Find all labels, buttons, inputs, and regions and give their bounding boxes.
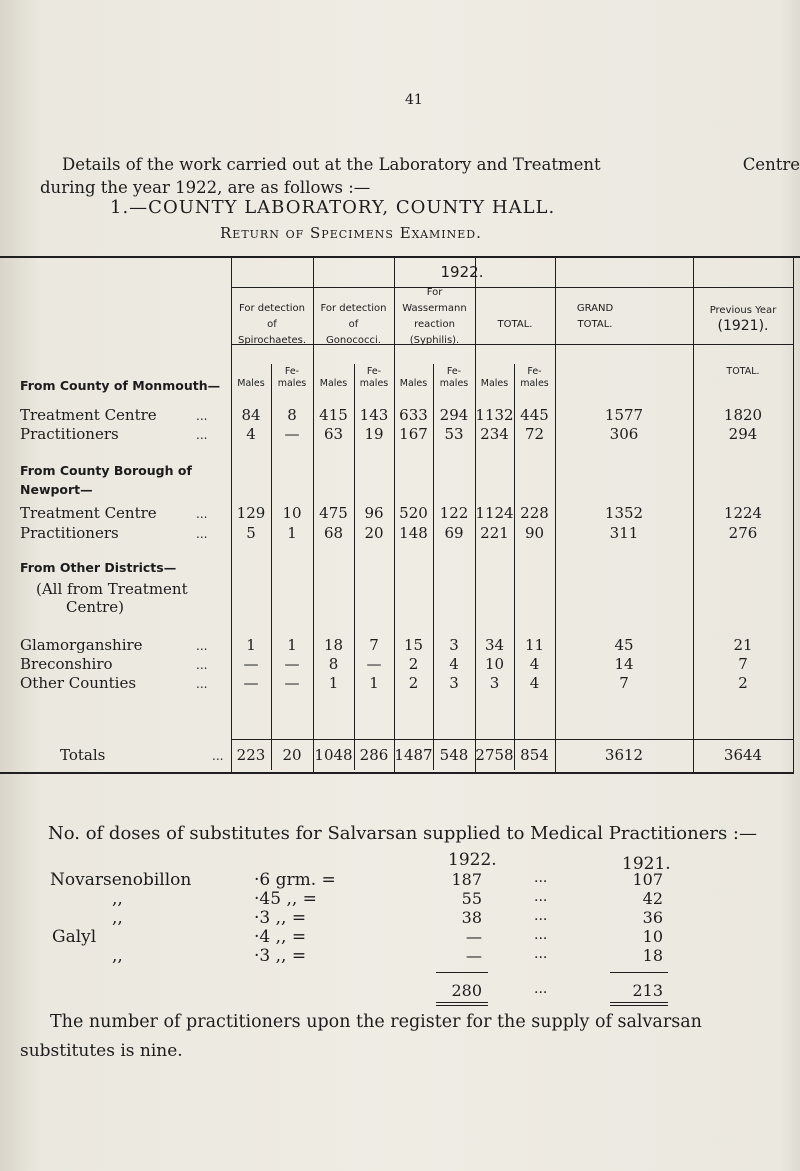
leader-dots: ...: [196, 639, 208, 653]
row-2-2-value-7: 4: [529, 674, 540, 692]
row-2-0-value-9: 21: [733, 636, 753, 654]
previous-year-label: (1921).: [717, 318, 769, 334]
count-1921-1: 42: [642, 889, 663, 908]
leader-dots: ...: [196, 428, 208, 442]
group-header-0-line-0: For detection: [238, 303, 306, 314]
intro-paragraph: [40, 153, 800, 199]
totals-row-value-9: 3644: [723, 746, 763, 764]
drug-name-0: Novarsenobillon: [50, 870, 192, 890]
leader-dots: ...: [534, 870, 548, 886]
leader-dots: ...: [196, 527, 208, 541]
drug-name-1: ,,: [112, 889, 123, 909]
year-header: 1922.: [440, 263, 484, 281]
row-2-0-value-7: 11: [524, 636, 545, 654]
subtotal-rule-1922: [436, 972, 488, 973]
totals-row-value-7: 854: [520, 746, 549, 764]
row-1-1-value-1: 1: [287, 524, 297, 542]
row-2-1-value-2: 8: [328, 655, 339, 673]
intro-line-2: during the year 1922, are as follows :—: [40, 178, 371, 197]
totals-label: Totals: [60, 746, 106, 764]
section-subtitle-2-0: (All from Treatment: [36, 580, 188, 598]
row-0-0-value-1: 8: [287, 406, 297, 424]
group-header-1-line-0: For detection: [320, 303, 387, 314]
intro-line-1: Details of the work carried out at the Laboratory and Treatment: [62, 155, 601, 174]
row-0-1-value-4: 167: [399, 425, 428, 443]
row-1-1-value-5: 69: [444, 524, 464, 542]
row-1-1-value-2: 68: [323, 524, 344, 542]
group-header-1-line-1: of: [348, 319, 359, 330]
row-2-2-value-1: —: [284, 674, 300, 692]
leader-dots: ...: [534, 981, 548, 997]
totals-row-value-1: 20: [282, 746, 302, 764]
row-2-0-value-3: 7: [369, 636, 379, 654]
double-rule-1921-b: [610, 1005, 668, 1006]
row-2-0-value-8: 45: [614, 636, 634, 654]
previous-total-header: TOTAL.: [726, 366, 760, 377]
row-0-0-value-4: 633: [399, 406, 428, 424]
row-0-0-value-2: 415: [319, 406, 348, 424]
count-1921-3: 10: [642, 927, 663, 946]
right-border: [793, 258, 794, 774]
row-2-1-value-0: —: [243, 655, 259, 673]
drug-name-2: ,,: [112, 908, 123, 928]
row-2-0-value-1: 1: [287, 636, 297, 654]
males-header-1: Males: [319, 378, 348, 389]
group-header-2-line-3: (Syphilis).: [409, 335, 460, 346]
section-title-0: From County of Monmouth—: [20, 378, 221, 393]
row-1-0-value-5: 122: [439, 504, 469, 522]
females-header-a-0: Fe-: [284, 366, 300, 377]
row-0-0-value-5: 294: [439, 406, 469, 424]
group-header-4-line-0: GRAND: [576, 303, 614, 314]
row-label-1-0: Treatment Centre: [20, 504, 157, 522]
double-rule-1922-b: [436, 1005, 488, 1006]
dose-3: ·4 ,, =: [254, 927, 307, 947]
totals-row-value-8: 3612: [604, 746, 644, 764]
row-1-1-value-7: 90: [524, 524, 545, 542]
totals-row-value-4: 1487: [394, 746, 433, 764]
row-2-2-value-4: 2: [408, 674, 419, 692]
females-header-a-3: Fe-: [527, 366, 542, 377]
row-label-1-1: Practitioners: [20, 524, 119, 542]
totals-row-value-6: 2758: [475, 746, 514, 764]
row-0-1-value-3: 19: [364, 425, 384, 443]
intro-line-1-end: Centre: [742, 155, 800, 174]
leader-dots: ...: [212, 749, 224, 763]
previous-year-header: Previous Year: [709, 305, 777, 316]
males-header-3: Males: [480, 378, 509, 389]
totals-row-value-3: 286: [359, 746, 389, 764]
row-0-1-value-1: —: [284, 425, 300, 443]
row-2-1-value-9: 7: [738, 655, 748, 673]
row-0-0-value-7: 445: [520, 406, 549, 424]
totals-row-value-0: 223: [236, 746, 266, 764]
row-2-1-value-5: 4: [449, 655, 459, 673]
footer-line-2: substitutes is nine.: [20, 1041, 183, 1061]
row-2-2-value-9: 2: [738, 674, 748, 692]
males-header-2: Males: [399, 378, 428, 389]
row-2-0-value-6: 34: [484, 636, 505, 654]
females-header-b-1: males: [359, 378, 389, 389]
drug-name-4: ,,: [112, 946, 123, 966]
females-header-a-2: Fe-: [446, 366, 462, 377]
dose-1: ·45 ,, =: [254, 889, 317, 909]
row-2-1-value-3: —: [366, 655, 382, 673]
leader-dots: ...: [534, 908, 548, 924]
row-2-2-value-8: 7: [619, 674, 629, 692]
row-label-2-0: Glamorganshire: [20, 636, 143, 654]
row-2-1-value-7: 4: [529, 655, 540, 673]
row-1-0-value-2: 475: [319, 504, 348, 522]
row-label-0-1: Practitioners: [20, 425, 119, 443]
salvarsan-title: No. of doses of substitutes for Salvarsan supplied to Medical Practitioners :—: [48, 823, 757, 844]
count-1922-4: —: [466, 946, 482, 965]
row-0-1-value-5: 53: [444, 425, 464, 443]
double-rule-1921-a: [610, 1002, 668, 1003]
row-1-0-value-3: 96: [364, 504, 384, 522]
group-header-1-line-2: Gonococci.: [326, 335, 381, 346]
row-label-2-1: Breconshiro: [20, 655, 113, 673]
leader-dots: ...: [196, 409, 208, 423]
row-0-1-value-9: 294: [728, 425, 758, 443]
row-0-0-value-6: 1132: [475, 406, 514, 424]
footer-line-1: The number of practitioners upon the register for the supply of salvarsan: [50, 1012, 702, 1032]
row-1-1-value-4: 148: [399, 524, 428, 542]
subtotal-rule-1921: [610, 972, 668, 973]
row-0-1-value-6: 234: [480, 425, 509, 443]
row-2-1-value-6: 10: [484, 655, 505, 673]
count-1921-4: 18: [642, 946, 663, 965]
row-2-1-value-8: 14: [614, 655, 634, 673]
row-2-0-value-0: 1: [246, 636, 256, 654]
totals-rule: [231, 739, 793, 740]
row-2-2-value-5: 3: [449, 674, 459, 692]
row-2-2-value-6: 3: [489, 674, 500, 692]
count-1921-0: 107: [632, 870, 663, 889]
row-2-1-value-4: 2: [408, 655, 419, 673]
year-1922-header: 1922.: [448, 850, 497, 870]
row-2-0-value-2: 18: [323, 636, 344, 654]
row-0-1-value-2: 63: [323, 425, 344, 443]
table-bottom-rule: [0, 772, 793, 774]
row-1-1-value-9: 276: [728, 524, 758, 542]
leader-dots: ...: [196, 677, 208, 691]
females-header-b-0: males: [277, 378, 307, 389]
row-1-0-value-4: 520: [399, 504, 428, 522]
leader-dots: ...: [534, 889, 548, 905]
row-1-0-value-8: 1352: [604, 504, 644, 522]
group-header-2-line-2: reaction: [414, 319, 455, 330]
section-heading: 1.—COUNTY LABORATORY, COUNTY HALL.: [110, 197, 556, 218]
row-1-0-value-1: 10: [282, 504, 302, 522]
row-2-2-value-0: —: [243, 674, 259, 692]
row-0-0-value-9: 1820: [723, 406, 763, 424]
row-2-0-value-4: 15: [403, 636, 424, 654]
page-number: 41: [405, 92, 423, 108]
row-2-0-value-5: 3: [449, 636, 459, 654]
count-1922-1: 55: [461, 889, 482, 908]
row-2-2-value-2: 1: [328, 674, 339, 692]
row-0-0-value-8: 1577: [604, 406, 644, 424]
count-1921-2: 36: [642, 908, 663, 927]
group-header-4-line-1: TOTAL.: [577, 319, 613, 330]
count-1922-3: —: [466, 927, 482, 946]
row-0-1-value-0: 4: [246, 425, 256, 443]
group-header-0-line-2: Spirochaetes.: [237, 335, 307, 346]
row-1-0-value-9: 1224: [723, 504, 763, 522]
row-1-1-value-8: 311: [609, 524, 639, 542]
females-header-b-3: males: [520, 378, 549, 389]
count-1922-0: 187: [451, 870, 482, 889]
row-1-1-value-6: 221: [480, 524, 509, 542]
dose-0: ·6 grm. =: [254, 870, 336, 890]
females-header-b-2: males: [439, 378, 469, 389]
year-rule: [231, 287, 793, 288]
group-header-3-line-0: TOTAL.: [497, 319, 533, 330]
row-label-2-2: Other Counties: [20, 674, 137, 692]
section-title-1: From County Borough of: [20, 463, 192, 478]
count-1922-2: 38: [461, 908, 482, 927]
row-0-0-value-3: 143: [359, 406, 389, 424]
row-0-0-value-0: 84: [241, 406, 261, 424]
totals-row-value-2: 1048: [314, 746, 353, 764]
dose-2: ·3 ,, =: [254, 908, 307, 928]
totals-row-value-5: 548: [439, 746, 469, 764]
section-subtitle-1-0: Newport—: [20, 482, 93, 497]
row-2-1-value-1: —: [284, 655, 300, 673]
section-subtitle-2-1: Centre): [66, 598, 124, 616]
leader-dots: ...: [196, 507, 208, 521]
row-1-0-value-7: 228: [520, 504, 549, 522]
drug-name-3: Galyl: [52, 927, 97, 947]
females-header-a-1: Fe-: [366, 366, 382, 377]
row-1-1-value-3: 20: [364, 524, 384, 542]
group-header-2-line-1: Wassermann: [402, 303, 467, 314]
row-label-0-0: Treatment Centre: [20, 406, 157, 424]
total-1922: 280: [451, 981, 482, 1000]
section-subheading: Return of Specimens Examined.: [220, 224, 482, 242]
leader-dots: ...: [534, 946, 548, 962]
dose-4: ·3 ,, =: [254, 946, 307, 966]
leader-dots: ...: [534, 927, 548, 943]
males-header-0: Males: [237, 378, 265, 389]
row-1-0-value-0: 129: [236, 504, 266, 522]
double-rule-1922-a: [436, 1002, 488, 1003]
group-header-0-line-1: of: [267, 319, 277, 330]
group-header-2-line-0: For: [426, 287, 443, 298]
table-top-rule: [0, 256, 800, 258]
row-2-2-value-3: 1: [369, 674, 379, 692]
row-1-0-value-6: 1124: [475, 504, 514, 522]
year-1921-header: 1921.: [622, 854, 671, 874]
total-1921: 213: [632, 981, 663, 1000]
leader-dots: ...: [196, 658, 208, 672]
section-title-2: From Other Districts—: [20, 560, 177, 575]
row-0-1-value-8: 306: [609, 425, 639, 443]
row-0-1-value-7: 72: [524, 425, 545, 443]
row-1-1-value-0: 5: [246, 524, 256, 542]
